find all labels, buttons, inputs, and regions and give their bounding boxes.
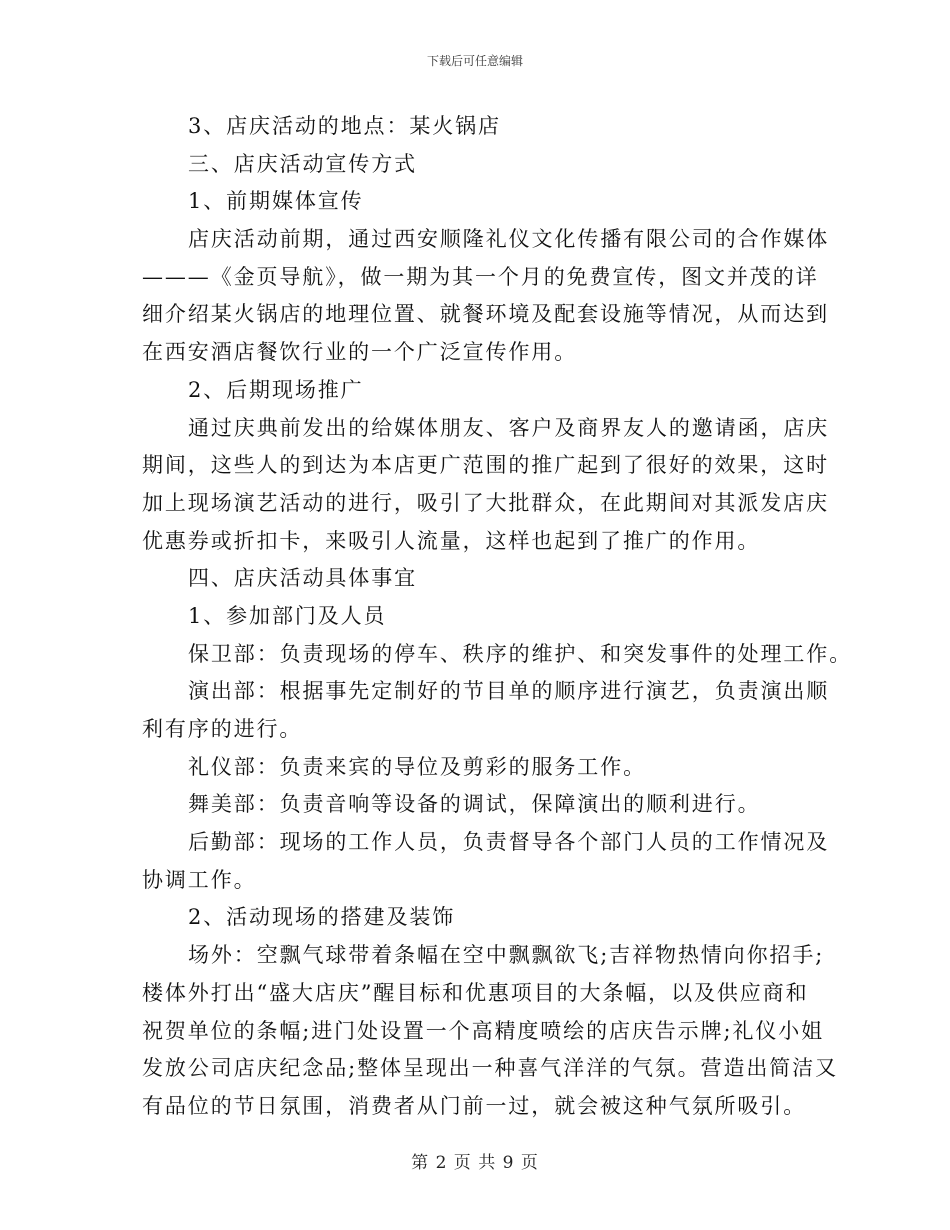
text-line: 发放公司店庆纪念品;整体呈现出一种喜气洋洋的气氛。营造出简洁又 bbox=[142, 1056, 838, 1081]
text-line: 2、活动现场的搭建及装饰 bbox=[188, 905, 456, 930]
page-header: 下载后可任意编辑 bbox=[426, 54, 523, 68]
text-line: 细介绍某火锅店的地理位置、就餐环境及配套设施等情况，从而达到 bbox=[142, 302, 829, 327]
document-body bbox=[142, 108, 853, 1126]
text-line: 礼仪部：负责来宾的导位及剪彩的服务工作。 bbox=[188, 754, 646, 779]
text-line: 有品位的节日氛围，消费者从门前一过，就会被这种气氛所吸引。 bbox=[142, 1093, 807, 1118]
text-line: 优惠券或折扣卡，来吸引人流量，这样也起到了推广的作用。 bbox=[142, 528, 761, 553]
text-line: 1、前期媒体宣传 bbox=[188, 189, 364, 214]
page-number-footer: 第 2 页 共 9 页 bbox=[411, 1153, 539, 1173]
text-line: 祝贺单位的条幅;进门处设置一个高精度喷绘的店庆告示牌;礼仪小姐 bbox=[142, 1018, 825, 1043]
text-line: 场外：空飘气球带着条幅在空中飘飘欲飞;吉祥物热情向你招手; bbox=[188, 943, 825, 968]
text-line: 保卫部：负责现场的停车、秩序的维护、和突发事件的处理工作。 bbox=[188, 641, 853, 666]
text-line: 楼体外打出“盛大店庆”醒目标和优惠项目的大条幅，以及供应商和 bbox=[142, 980, 809, 1005]
text-line: 加上现场演艺活动的进行，吸引了大批群众，在此期间对其派发店庆 bbox=[142, 490, 829, 515]
text-line: 利有序的进行。 bbox=[142, 717, 303, 741]
text-line: 舞美部：负责音响等设备的调试，保障演出的顺利进行。 bbox=[188, 792, 761, 817]
text-line: 协调工作。 bbox=[142, 867, 257, 892]
text-line: ———《金页导航》，做一期为其一个月的免费宣传，图文并茂的详 bbox=[142, 264, 819, 289]
text-line: 在西安酒店餐饮行业的一个广泛宣传作用。 bbox=[142, 340, 578, 365]
text-line: 通过庆典前发出的给媒体朋友、客户及商界友人的邀请函，店庆 bbox=[188, 415, 830, 440]
text-line: 后勤部：现场的工作人员，负责督导各个部门人员的工作情况及 bbox=[188, 830, 830, 855]
text-line: 期间，这些人的到达为本店更广范围的推广起到了很好的效果，这时 bbox=[142, 453, 829, 478]
text-line: 店庆活动前期，通过西安顺隆礼仪文化传播有限公司的合作媒体 bbox=[188, 227, 830, 252]
text-line: 2、后期现场推广 bbox=[188, 377, 364, 402]
text-line: 四、店庆活动具体事宜 bbox=[188, 566, 417, 591]
text-line: 3、店庆活动的地点：某火锅店 bbox=[188, 114, 501, 138]
text-line: 三、店庆活动宣传方式 bbox=[188, 151, 417, 176]
text-line: 演出部：根据事先定制好的节目单的顺序进行演艺，负责演出顺 bbox=[188, 679, 830, 704]
text-line: 1、参加部门及人员 bbox=[188, 603, 387, 628]
